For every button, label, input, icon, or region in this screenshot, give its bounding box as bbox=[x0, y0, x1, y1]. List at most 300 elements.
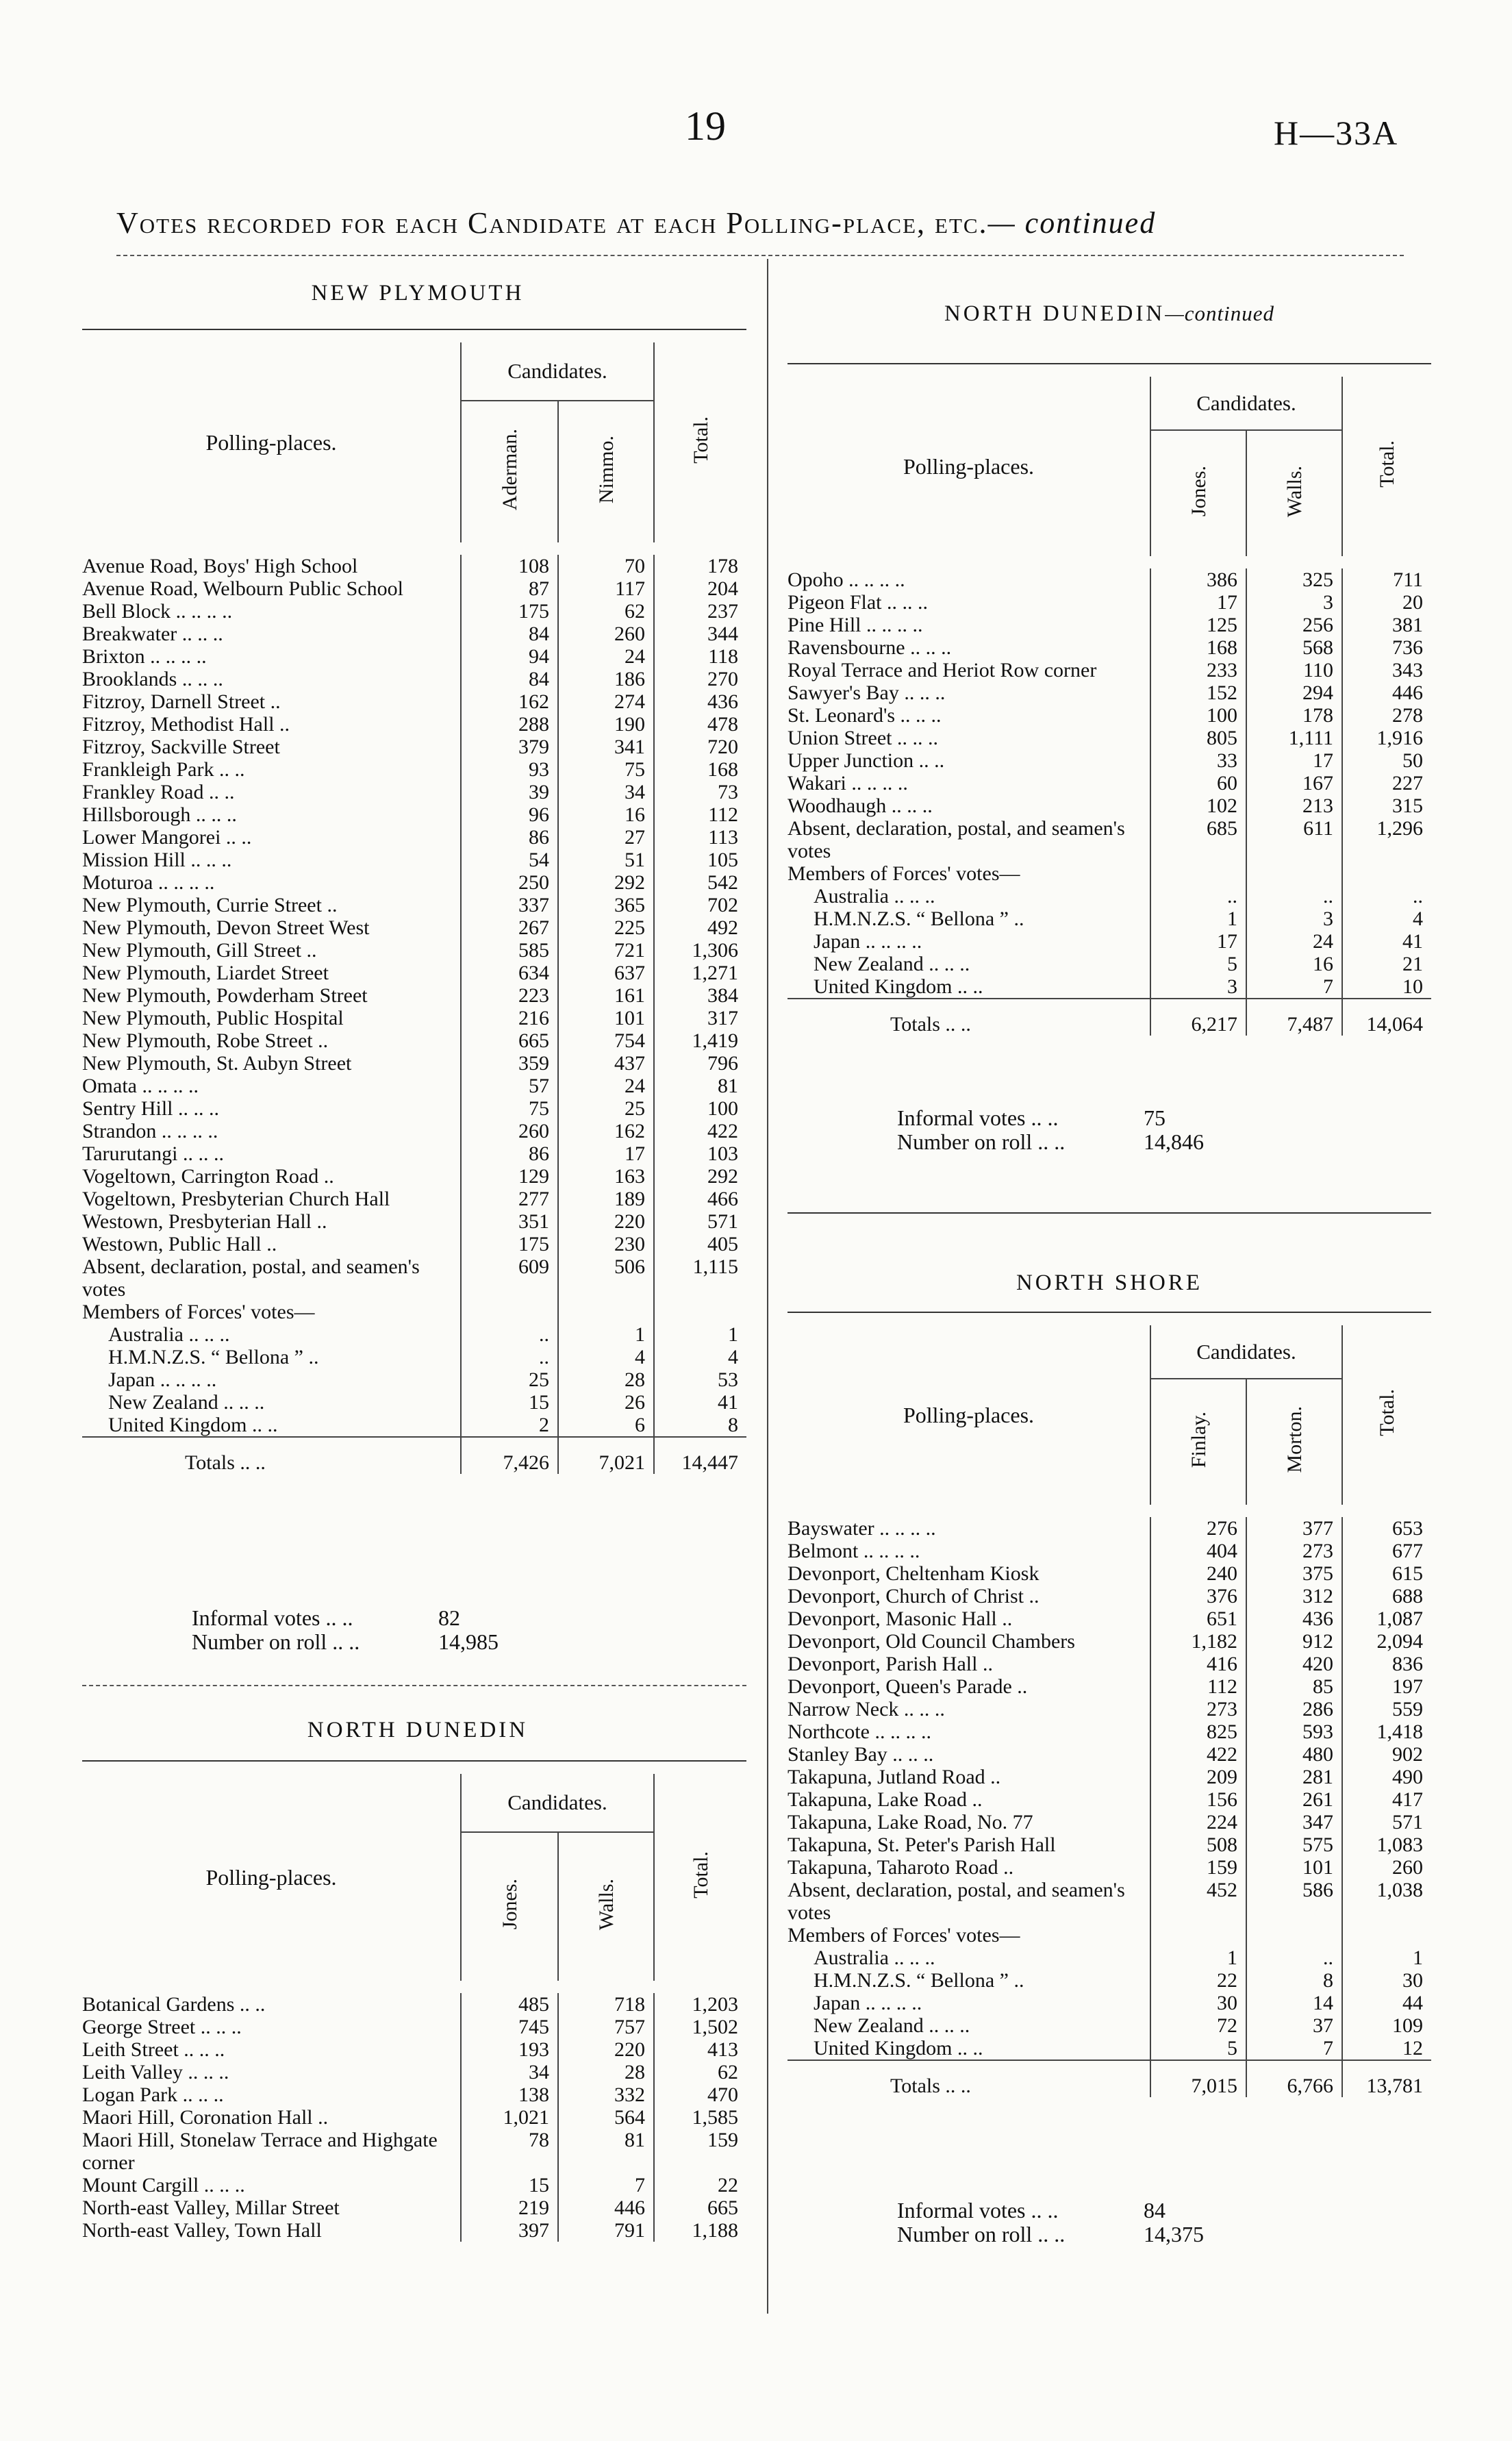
table-row bbox=[788, 907, 1431, 930]
total-votes: 653 bbox=[1342, 1511, 1431, 1540]
total-votes: 1,203 bbox=[654, 1987, 746, 2016]
candidate-1-votes: 102 bbox=[1150, 794, 1246, 817]
polling-place: Fitzroy, Methodist Hall .. bbox=[82, 713, 290, 736]
candidate-2-votes: 16 bbox=[1246, 953, 1342, 975]
candidate-2-total: 6,766 bbox=[1246, 2060, 1342, 2097]
polling-place: Logan Park .. .. .. bbox=[82, 2083, 224, 2106]
totals-label: Totals .. .. bbox=[788, 999, 1150, 1036]
candidate-2-votes: 3 bbox=[1246, 907, 1342, 930]
polling-place: Wakari .. .. .. .. bbox=[788, 772, 908, 794]
polling-place: Maori Hill, Coronation Hall .. bbox=[82, 2106, 329, 2129]
polling-place: New Plymouth, Currie Street .. bbox=[82, 894, 338, 916]
candidate-2-votes: 637 bbox=[558, 962, 654, 984]
polling-place: Leith Street .. .. .. bbox=[82, 2038, 225, 2061]
np-total-header-cell bbox=[654, 342, 746, 549]
candidate-1-votes: 651 bbox=[1150, 1607, 1246, 1630]
total-votes: 559 bbox=[1342, 1698, 1431, 1720]
table-row bbox=[82, 1210, 746, 1233]
total-votes: 711 bbox=[1342, 562, 1431, 591]
nd-title-rule bbox=[82, 1760, 746, 1762]
polling-place: St. Leonard's .. .. .. bbox=[788, 704, 942, 727]
candidate-2-votes: 220 bbox=[558, 2038, 654, 2061]
nd-candidate-jones: Jones. bbox=[498, 1879, 521, 1930]
polling-place: New Plymouth, Liardet Street bbox=[82, 962, 329, 984]
polling-place: Mount Cargill .. .. .. bbox=[82, 2174, 245, 2196]
polling-place: Belmont .. .. .. .. bbox=[788, 1540, 920, 1562]
candidate-1-votes: 277 bbox=[461, 1188, 558, 1210]
candidate-2-votes: 261 bbox=[1246, 1788, 1342, 1811]
candidate-2-votes: 24 bbox=[1246, 930, 1342, 953]
polling-place: North-east Valley, Millar Street bbox=[82, 2196, 340, 2219]
np-cand-2-cell bbox=[558, 401, 654, 549]
candidate-2-votes: 27 bbox=[558, 826, 654, 849]
table-row bbox=[788, 1675, 1431, 1698]
candidate-2-votes: 14 bbox=[1246, 1992, 1342, 2014]
ns-total-header-cell bbox=[1342, 1325, 1431, 1511]
candidate-1-votes: 665 bbox=[461, 1029, 558, 1052]
north-dunedin-cont-title bbox=[788, 301, 1431, 327]
table-row bbox=[788, 1766, 1431, 1788]
polling-place: North-east Valley, Town Hall bbox=[82, 2219, 322, 2242]
candidate-2-votes: 25 bbox=[558, 1097, 654, 1120]
candidate-1-votes: 87 bbox=[461, 577, 558, 600]
candidate-1-votes: 233 bbox=[1150, 659, 1246, 681]
ndc-informal-value: 75 bbox=[1144, 1105, 1166, 1130]
candidate-2-votes: 26 bbox=[558, 1391, 654, 1414]
polling-place: Takapuna, Taharoto Road .. bbox=[788, 1856, 1014, 1879]
candidate-2-votes: 163 bbox=[558, 1165, 654, 1188]
candidate-2-votes: 294 bbox=[1246, 681, 1342, 704]
candidate-2-votes: 7 bbox=[1246, 2037, 1342, 2060]
table-row bbox=[82, 645, 746, 668]
table-row bbox=[788, 1607, 1431, 1630]
candidate-1-votes: 404 bbox=[1150, 1540, 1246, 1562]
candidate-2-votes: 213 bbox=[1246, 794, 1342, 817]
series-code: H—33A bbox=[1274, 114, 1399, 152]
total-votes: 30 bbox=[1342, 1969, 1431, 1992]
table-row bbox=[788, 614, 1431, 636]
ndc-title-text: NORTH DUNEDIN bbox=[944, 301, 1166, 326]
table-row bbox=[788, 1698, 1431, 1720]
total-votes: 227 bbox=[1342, 772, 1431, 794]
polling-place: Devonport, Queen's Parade .. bbox=[788, 1675, 1028, 1698]
candidate-2-votes: 375 bbox=[1246, 1562, 1342, 1585]
nd-total-header: Total. bbox=[689, 1851, 712, 1899]
table-row bbox=[82, 2219, 746, 2242]
north-dunedin-cont-table bbox=[788, 377, 1431, 1036]
total-votes: 317 bbox=[654, 1007, 746, 1029]
candidate-1-votes: 1,021 bbox=[461, 2106, 558, 2129]
polling-place: Devonport, Cheltenham Kiosk bbox=[788, 1562, 1040, 1585]
total-votes: 10 bbox=[1342, 975, 1431, 999]
candidate-1-votes: 60 bbox=[1150, 772, 1246, 794]
candidate-1-votes: 15 bbox=[461, 2174, 558, 2196]
candidate-1-votes: 288 bbox=[461, 713, 558, 736]
candidate-2-votes: 586 bbox=[1246, 1879, 1342, 1924]
total-votes: 1,083 bbox=[1342, 1833, 1431, 1856]
total-votes: 112 bbox=[654, 803, 746, 826]
candidate-1-votes: 337 bbox=[461, 894, 558, 916]
candidate-2-votes: 325 bbox=[1246, 562, 1342, 591]
polling-place: Avenue Road, Welbourn Public School bbox=[82, 577, 403, 600]
total-votes: 4 bbox=[654, 1346, 746, 1368]
table-row bbox=[788, 681, 1431, 704]
ns-candidates-header: Candidates. bbox=[1150, 1325, 1342, 1379]
total-votes: 315 bbox=[1342, 794, 1431, 817]
polling-place: Takapuna, Lake Road .. bbox=[788, 1788, 983, 1811]
table-row bbox=[788, 1992, 1431, 2014]
total-votes: 1,188 bbox=[654, 2219, 746, 2242]
polling-place: Westown, Presbyterian Hall .. bbox=[82, 1210, 327, 1233]
candidate-1-votes: 159 bbox=[1150, 1856, 1246, 1879]
polling-place: New Plymouth, Public Hospital bbox=[82, 1007, 344, 1029]
candidate-1-votes: 216 bbox=[461, 1007, 558, 1029]
nd-cand-1-cell bbox=[461, 1832, 558, 1987]
table-row bbox=[82, 2174, 746, 2196]
np-total-header: Total. bbox=[689, 416, 712, 464]
np-candidates-header: Candidates. bbox=[461, 342, 654, 401]
table-row bbox=[82, 1255, 746, 1301]
candidate-2-votes: 167 bbox=[1246, 772, 1342, 794]
total-votes bbox=[1342, 1924, 1431, 1946]
candidate-2-votes: 256 bbox=[1246, 614, 1342, 636]
table-row bbox=[82, 1052, 746, 1075]
candidate-2-votes bbox=[1246, 1924, 1342, 1946]
candidate-1-votes: 685 bbox=[1150, 817, 1246, 862]
candidate-1-votes: 54 bbox=[461, 849, 558, 871]
total-votes: 677 bbox=[1342, 1540, 1431, 1562]
table-row bbox=[788, 1969, 1431, 1992]
candidate-2-votes: 110 bbox=[1246, 659, 1342, 681]
polling-place: New Plymouth, Gill Street .. bbox=[82, 939, 317, 962]
total-votes: 159 bbox=[654, 2129, 746, 2174]
table-row bbox=[788, 1511, 1431, 1540]
polling-place: United Kingdom .. .. bbox=[108, 1414, 278, 1436]
nd-total-header-cell bbox=[654, 1774, 746, 1987]
candidate-2-votes: .. bbox=[1246, 1946, 1342, 1969]
polling-place: Ravensbourne .. .. .. bbox=[788, 636, 952, 659]
total-votes: 41 bbox=[654, 1391, 746, 1414]
candidate-2-votes: 189 bbox=[558, 1188, 654, 1210]
candidate-1-votes: 138 bbox=[461, 2083, 558, 2106]
candidate-1-votes: 2 bbox=[461, 1414, 558, 1437]
candidate-1-votes: 273 bbox=[1150, 1698, 1246, 1720]
heading-suffix: — continued bbox=[987, 206, 1157, 240]
total-votes: 260 bbox=[1342, 1856, 1431, 1879]
ndc-roll-label: Number on roll .. .. bbox=[897, 1129, 1066, 1154]
candidate-1-votes: 152 bbox=[1150, 681, 1246, 704]
total-votes: 21 bbox=[1342, 953, 1431, 975]
candidate-2-votes: 62 bbox=[558, 600, 654, 623]
total-votes: 417 bbox=[1342, 1788, 1431, 1811]
candidate-2-total: 7,487 bbox=[1246, 999, 1342, 1036]
table-row bbox=[82, 939, 746, 962]
column-divider bbox=[767, 259, 768, 2314]
candidate-1-votes: 485 bbox=[461, 1987, 558, 2016]
polling-place: Sentry Hill .. .. .. bbox=[82, 1097, 219, 1120]
candidate-2-votes: 34 bbox=[558, 781, 654, 803]
candidate-1-votes: 250 bbox=[461, 871, 558, 894]
polling-place: H.M.N.Z.S. “ Bellona ” .. bbox=[108, 1346, 319, 1368]
candidate-2-votes: 754 bbox=[558, 1029, 654, 1052]
polling-place: Frankleigh Park .. .. bbox=[82, 758, 245, 781]
ndc-cand-2-cell bbox=[1246, 430, 1342, 562]
north-dunedin-table bbox=[82, 1774, 746, 2242]
candidate-2-votes: 17 bbox=[1246, 749, 1342, 772]
total-votes: 665 bbox=[654, 2196, 746, 2219]
candidate-1-votes: .. bbox=[461, 1346, 558, 1368]
np-end-rule bbox=[82, 1685, 746, 1686]
candidate-2-votes: 446 bbox=[558, 2196, 654, 2219]
candidate-2-votes: 220 bbox=[558, 1210, 654, 1233]
polling-place: Frankley Road .. .. bbox=[82, 781, 235, 803]
table-row bbox=[82, 894, 746, 916]
candidate-1-votes bbox=[1150, 862, 1246, 885]
candidate-2-votes: 28 bbox=[558, 1368, 654, 1391]
heading-text: Votes recorded for each Candidate at each Polling-place, etc. bbox=[116, 206, 988, 240]
candidate-1-votes: 219 bbox=[461, 2196, 558, 2219]
total-votes: 344 bbox=[654, 623, 746, 645]
total-votes: 1,296 bbox=[1342, 817, 1431, 862]
candidate-1-total: 7,015 bbox=[1150, 2060, 1246, 2097]
candidate-2-votes: 273 bbox=[1246, 1540, 1342, 1562]
total-votes: 1,115 bbox=[654, 1255, 746, 1301]
ndc-title-suffix: —continued bbox=[1165, 301, 1275, 325]
total-votes: 41 bbox=[1342, 930, 1431, 953]
candidate-1-votes: 5 bbox=[1150, 2037, 1246, 2060]
total-votes: 100 bbox=[654, 1097, 746, 1120]
total-votes: 22 bbox=[654, 2174, 746, 2196]
polling-place: Botanical Gardens .. .. bbox=[82, 1993, 266, 2016]
candidate-2-votes: 24 bbox=[558, 645, 654, 668]
north-shore-title: NORTH SHORE bbox=[1016, 1270, 1203, 1295]
page-heading bbox=[116, 205, 1418, 240]
polling-place: Vogeltown, Presbyterian Church Hall bbox=[82, 1188, 390, 1210]
candidate-2-votes: 506 bbox=[558, 1255, 654, 1301]
candidate-1-votes: 609 bbox=[461, 1255, 558, 1301]
table-row bbox=[788, 772, 1431, 794]
candidate-2-votes bbox=[1246, 862, 1342, 885]
candidate-2-total: 7,021 bbox=[558, 1437, 654, 1474]
table-row bbox=[82, 2129, 746, 2174]
table-row bbox=[788, 885, 1431, 907]
total-votes: 105 bbox=[654, 849, 746, 871]
candidate-1-votes: 57 bbox=[461, 1075, 558, 1097]
candidate-2-votes: 347 bbox=[1246, 1811, 1342, 1833]
candidate-1-votes: 108 bbox=[461, 549, 558, 577]
candidate-2-votes: 791 bbox=[558, 2219, 654, 2242]
polling-place: Brooklands .. .. .. bbox=[82, 668, 223, 690]
polling-place: Maori Hill, Stonelaw Terrace and Highgate corner bbox=[82, 2129, 438, 2174]
totals-label: Totals .. .. bbox=[82, 1437, 461, 1474]
total-votes: 446 bbox=[1342, 681, 1431, 704]
polling-place: Devonport, Church of Christ .. bbox=[788, 1585, 1040, 1607]
candidate-1-votes: 84 bbox=[461, 668, 558, 690]
table-row bbox=[82, 1142, 746, 1165]
total-votes: 1,916 bbox=[1342, 727, 1431, 749]
total-votes: 178 bbox=[654, 549, 746, 577]
total-votes: 118 bbox=[654, 645, 746, 668]
np-roll-value: 14,985 bbox=[438, 1629, 499, 1654]
candidate-1-votes: 86 bbox=[461, 1142, 558, 1165]
total-votes: 168 bbox=[654, 758, 746, 781]
table-row bbox=[82, 2083, 746, 2106]
total-votes: 20 bbox=[1342, 591, 1431, 614]
total-votes: 836 bbox=[1342, 1653, 1431, 1675]
totals-row bbox=[82, 1437, 746, 1474]
candidate-2-votes: 70 bbox=[558, 549, 654, 577]
polling-place: Absent, declaration, postal, and seamen's votes bbox=[82, 1255, 420, 1301]
polling-place: United Kingdom .. .. bbox=[814, 2037, 983, 2060]
ns-summary bbox=[897, 2199, 1204, 2246]
polling-place: Sawyer's Bay .. .. .. bbox=[788, 681, 946, 704]
table-row bbox=[788, 975, 1431, 999]
table-row bbox=[82, 1075, 746, 1097]
polling-place: Breakwater .. .. .. bbox=[82, 623, 223, 645]
candidate-1-votes: 86 bbox=[461, 826, 558, 849]
candidate-1-votes: 359 bbox=[461, 1052, 558, 1075]
polling-place: Australia .. .. .. bbox=[814, 1946, 935, 1969]
candidate-2-votes: 4 bbox=[558, 1346, 654, 1368]
polling-place: New Zealand .. .. .. bbox=[814, 953, 970, 975]
table-row bbox=[82, 1120, 746, 1142]
candidate-1-votes: 351 bbox=[461, 1210, 558, 1233]
np-candidate-aderman: Aderman. bbox=[498, 428, 521, 510]
candidate-1-votes: 175 bbox=[461, 1233, 558, 1255]
total-votes: 1,585 bbox=[654, 2106, 746, 2129]
candidate-1-votes: 3 bbox=[1150, 975, 1246, 999]
polling-place: Union Street .. .. .. bbox=[788, 727, 938, 749]
nd-polling-header: Polling-places. bbox=[82, 1774, 461, 1987]
ns-roll-value: 14,375 bbox=[1144, 2222, 1204, 2246]
table-row bbox=[82, 2038, 746, 2061]
candidate-1-votes: 422 bbox=[1150, 1743, 1246, 1766]
table-row bbox=[82, 758, 746, 781]
ndc-total-header-cell bbox=[1342, 377, 1431, 562]
table-row bbox=[82, 826, 746, 849]
polling-place: Strandon .. .. .. .. bbox=[82, 1120, 218, 1142]
table-row bbox=[82, 690, 746, 713]
candidate-1-votes: 17 bbox=[1150, 591, 1246, 614]
candidate-1-votes: 276 bbox=[1150, 1511, 1246, 1540]
table-row bbox=[788, 930, 1431, 953]
table-row bbox=[788, 727, 1431, 749]
table-row bbox=[82, 1233, 746, 1255]
table-row bbox=[82, 736, 746, 758]
candidate-1-votes: 376 bbox=[1150, 1585, 1246, 1607]
candidate-1-votes: 634 bbox=[461, 962, 558, 984]
table-row bbox=[82, 1029, 746, 1052]
candidate-2-votes: 178 bbox=[1246, 704, 1342, 727]
polling-place: Lower Mangorei .. .. bbox=[82, 826, 252, 849]
total-votes: 103 bbox=[654, 1142, 746, 1165]
table-row bbox=[82, 1165, 746, 1188]
polling-place: Northcote .. .. .. .. bbox=[788, 1720, 931, 1743]
table-row bbox=[82, 849, 746, 871]
ndc-summary bbox=[897, 1106, 1204, 1154]
candidate-2-votes: 437 bbox=[558, 1052, 654, 1075]
polling-place: Pigeon Flat .. .. .. bbox=[788, 591, 929, 614]
ndc-cand-1-cell bbox=[1150, 430, 1246, 562]
total-votes: 44 bbox=[1342, 1992, 1431, 2014]
candidate-1-votes: 452 bbox=[1150, 1879, 1246, 1924]
nd-candidate-walls: Walls. bbox=[594, 1878, 618, 1930]
total-votes: .. bbox=[1342, 885, 1431, 907]
total-votes: 4 bbox=[1342, 907, 1431, 930]
table-row bbox=[788, 562, 1431, 591]
total-votes: 1,306 bbox=[654, 939, 746, 962]
candidate-1-votes: 96 bbox=[461, 803, 558, 826]
table-row bbox=[82, 1188, 746, 1210]
total-votes: 204 bbox=[654, 577, 746, 600]
candidate-2-votes: 564 bbox=[558, 2106, 654, 2129]
np-candidate-nimmo: Nimmo. bbox=[594, 435, 618, 503]
polling-place: Absent, declaration, postal, and seamen's votes bbox=[788, 817, 1125, 862]
candidate-2-votes: 7 bbox=[1246, 975, 1342, 999]
total-votes: 571 bbox=[1342, 1811, 1431, 1833]
table-row bbox=[82, 962, 746, 984]
np-title-rule bbox=[82, 329, 746, 330]
candidate-1-votes: 379 bbox=[461, 736, 558, 758]
candidate-2-votes: 480 bbox=[1246, 1743, 1342, 1766]
total-votes: 413 bbox=[654, 2038, 746, 2061]
table-row bbox=[788, 1562, 1431, 1585]
table-row bbox=[82, 871, 746, 894]
candidate-1-votes bbox=[1150, 1924, 1246, 1946]
ndc-end-rule bbox=[788, 1212, 1431, 1214]
candidate-2-votes: 377 bbox=[1246, 1511, 1342, 1540]
grand-total: 14,064 bbox=[1342, 999, 1431, 1036]
candidate-1-votes: 585 bbox=[461, 939, 558, 962]
total-votes: 1,502 bbox=[654, 2016, 746, 2038]
polling-place: Australia .. .. .. bbox=[814, 885, 935, 907]
total-votes: 422 bbox=[654, 1120, 746, 1142]
ndc-polling-header: Polling-places. bbox=[788, 377, 1150, 562]
candidate-1-votes: 416 bbox=[1150, 1653, 1246, 1675]
total-votes: 343 bbox=[1342, 659, 1431, 681]
table-row bbox=[788, 1720, 1431, 1743]
total-votes: 50 bbox=[1342, 749, 1431, 772]
polling-place: Omata .. .. .. .. bbox=[82, 1075, 199, 1097]
ndc-informal-label: Informal votes .. .. bbox=[897, 1105, 1059, 1130]
polling-place: Stanley Bay .. .. .. bbox=[788, 1743, 934, 1766]
polling-place: Takapuna, Jutland Road .. bbox=[788, 1766, 1001, 1788]
table-row bbox=[82, 1097, 746, 1120]
candidate-1-votes: 100 bbox=[1150, 704, 1246, 727]
total-votes bbox=[1342, 862, 1431, 885]
candidate-1-votes: 209 bbox=[1150, 1766, 1246, 1788]
polling-place: Woodhaugh .. .. .. bbox=[788, 794, 933, 817]
polling-place: Takapuna, Lake Road, No. 77 bbox=[788, 1811, 1033, 1833]
total-votes: 53 bbox=[654, 1368, 746, 1391]
table-row bbox=[82, 1391, 746, 1414]
total-votes: 8 bbox=[654, 1414, 746, 1437]
polling-place: Moturoa .. .. .. .. bbox=[82, 871, 215, 894]
candidate-2-votes: 365 bbox=[558, 894, 654, 916]
table-row bbox=[788, 636, 1431, 659]
candidate-2-votes: 28 bbox=[558, 2061, 654, 2083]
polling-place: Upper Junction .. .. bbox=[788, 749, 945, 772]
total-votes: 436 bbox=[654, 690, 746, 713]
candidate-2-votes: 117 bbox=[558, 577, 654, 600]
candidate-2-votes: 292 bbox=[558, 871, 654, 894]
table-row bbox=[82, 713, 746, 736]
table-row bbox=[82, 2106, 746, 2129]
candidate-1-votes: 30 bbox=[1150, 1992, 1246, 2014]
table-row bbox=[82, 668, 746, 690]
polling-place: Brixton .. .. .. .. bbox=[82, 645, 207, 668]
ns-polling-header: Polling-places. bbox=[788, 1325, 1150, 1511]
